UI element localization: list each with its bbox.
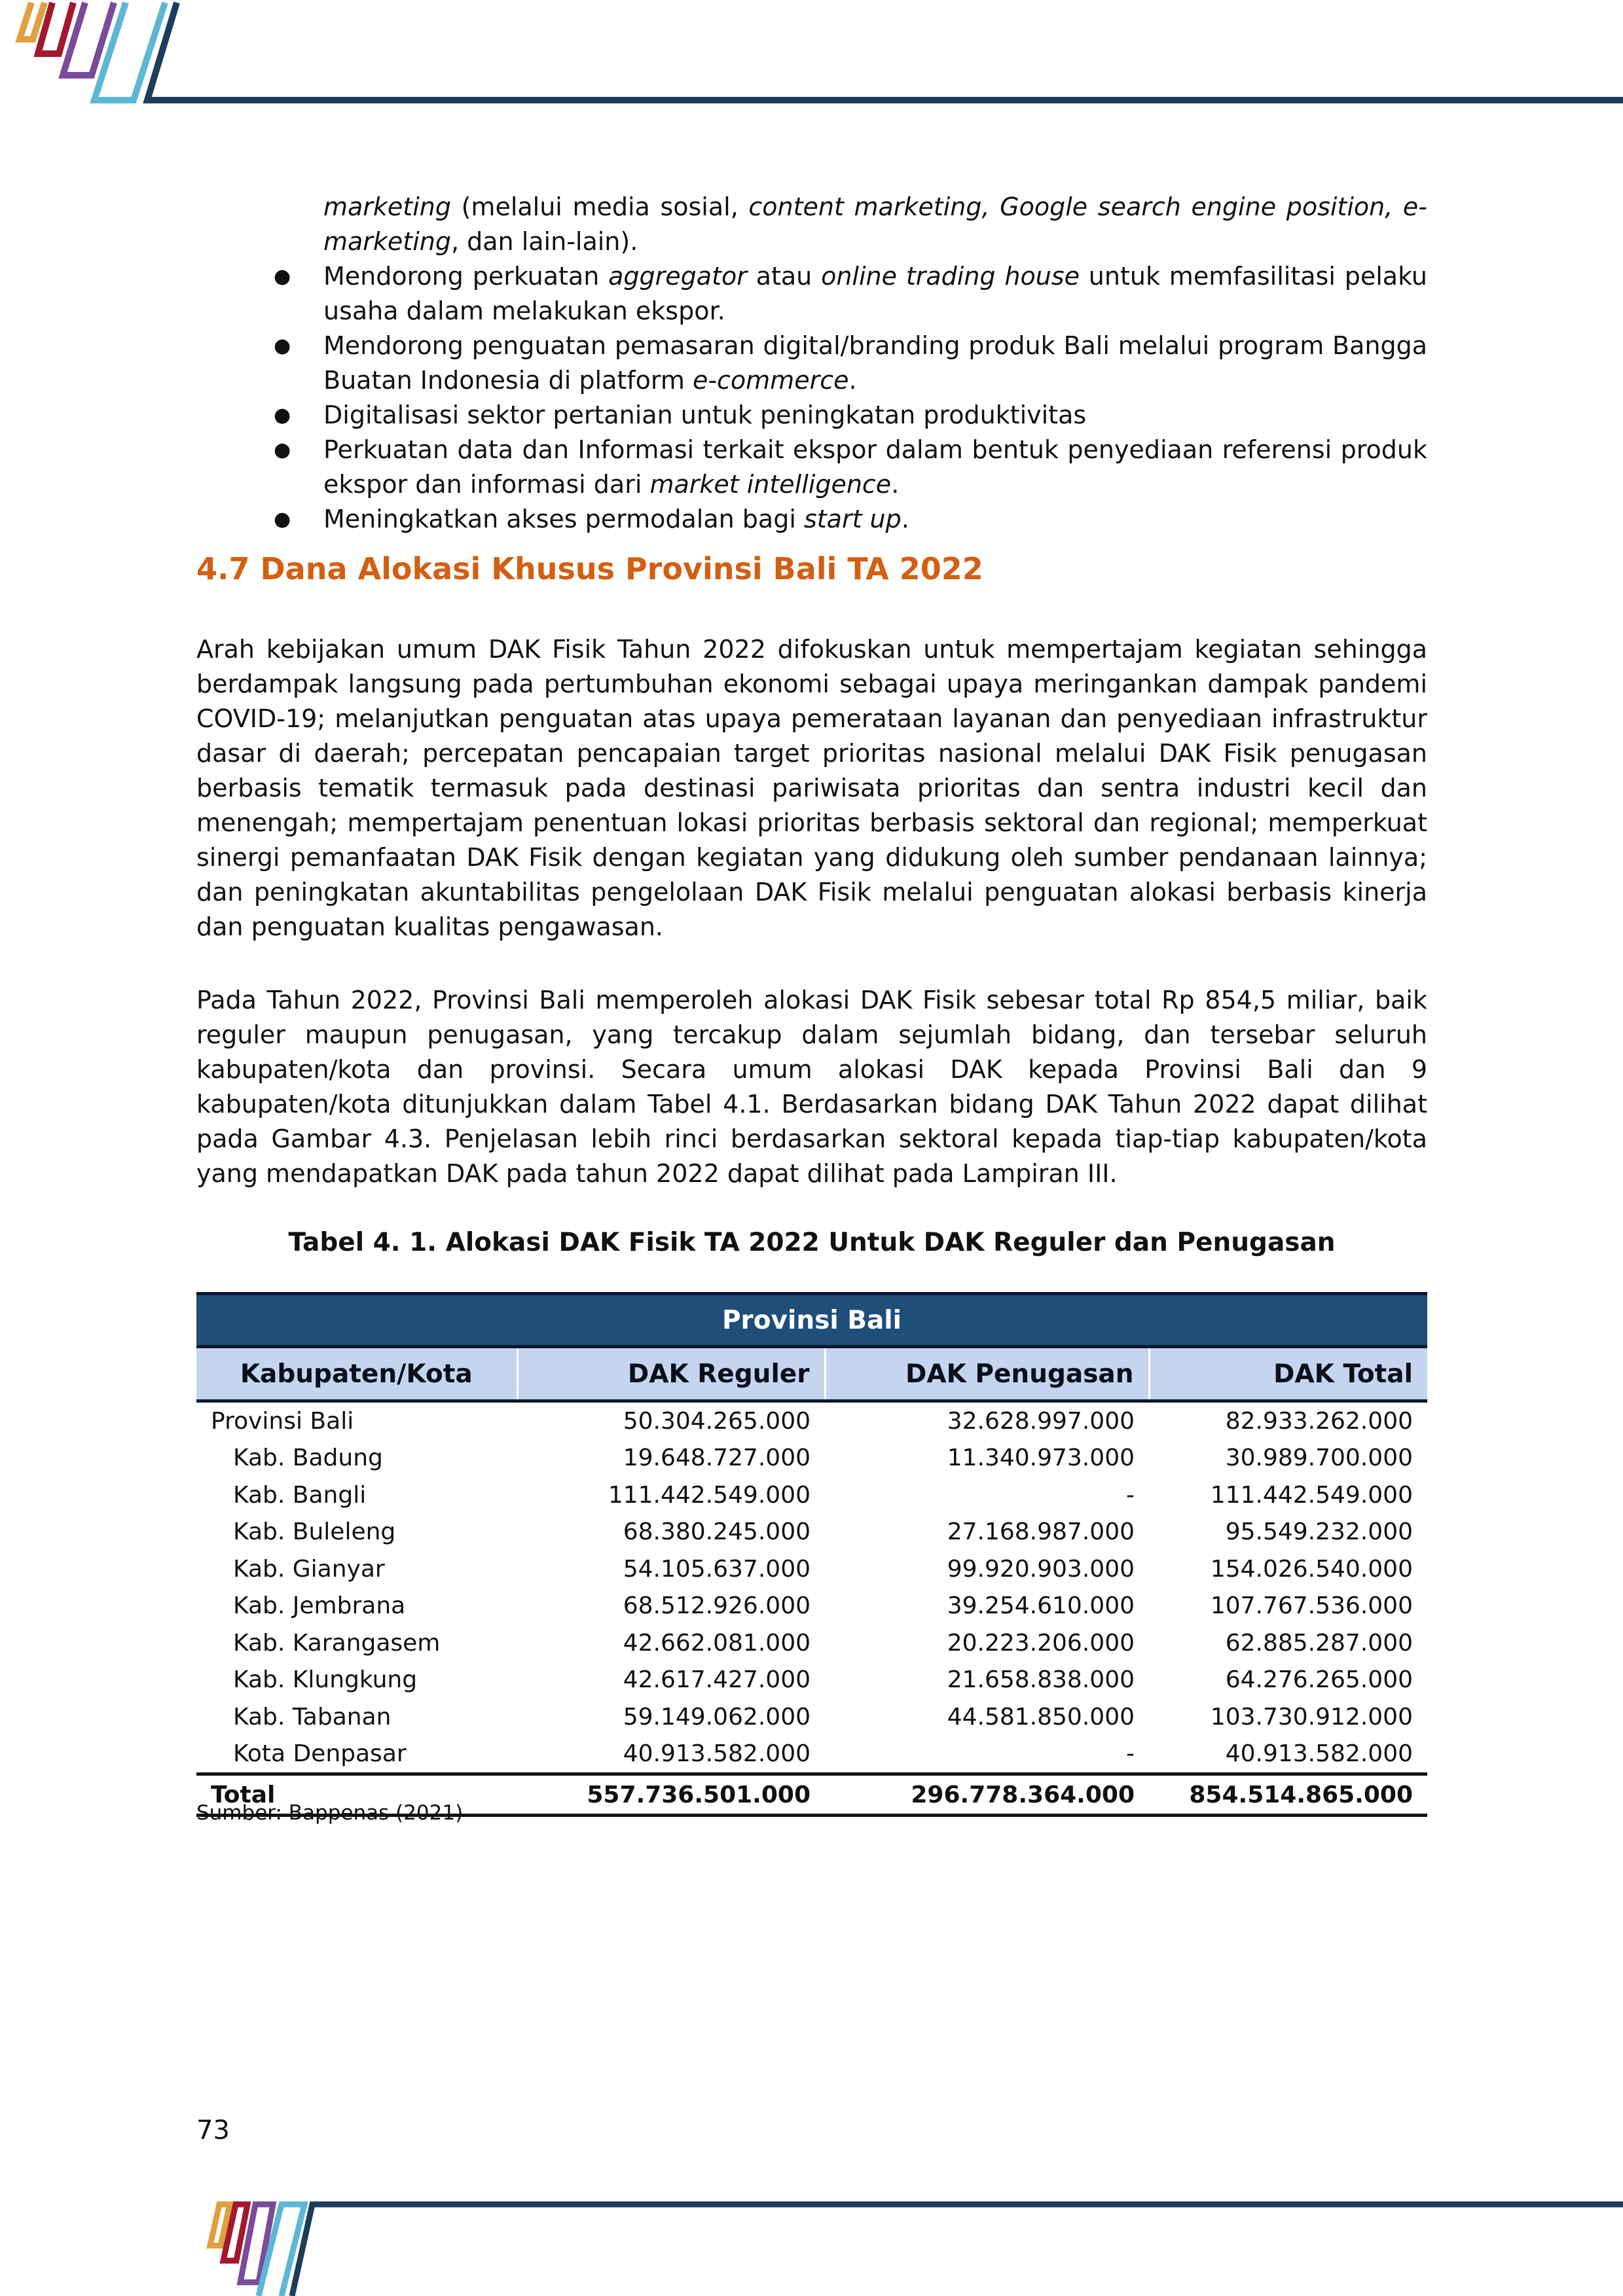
bullet-dot-icon: ●	[274, 508, 291, 531]
bullet-item	[196, 433, 1427, 502]
region-name: Kab. Jembrana	[233, 1592, 406, 1620]
total-reguler: 557.736.501.000	[517, 1774, 825, 1816]
italic-term: aggregator	[608, 262, 747, 291]
dak-reguler-value: 111.442.549.000	[608, 1481, 811, 1509]
region-name: Kab. Gianyar	[233, 1555, 385, 1583]
column-header-reguler: DAK Reguler	[517, 1347, 825, 1401]
footer-stripe-navy	[292, 2204, 1623, 2296]
text-run: Digitalisasi sektor pertanian untuk peningkatan produktivitas	[323, 401, 1087, 429]
dak-penugasan-value: 20.223.206.000	[947, 1629, 1135, 1657]
italic-term: start up	[803, 505, 902, 533]
bullet-dot-icon: ●	[274, 334, 291, 357]
region-name: Kab. Bangli	[233, 1481, 367, 1509]
bullet-continuation	[196, 190, 1427, 259]
text-run: Meningkatkan akses permodalan bagi	[323, 505, 804, 533]
region-name: Kab. Badung	[233, 1444, 383, 1472]
text-run: Mendorong penguatan pemasaran digital/branding produk Bali melalui program Bangga Buatan Indonesia di platform	[323, 331, 1427, 395]
dak-penugasan-value: 32.628.997.000	[947, 1407, 1135, 1435]
dak-reguler-value: 19.648.727.000	[623, 1444, 811, 1472]
dak-penugasan-value: 27.168.987.000	[947, 1518, 1135, 1546]
bullet-item	[196, 329, 1427, 398]
column-header-penugasan: DAK Penugasan	[825, 1347, 1149, 1401]
region-name: Provinsi Bali	[211, 1407, 354, 1435]
italic-term: e-commerce	[692, 366, 849, 395]
dak-reguler-value: 42.662.081.000	[623, 1629, 811, 1657]
dak-total-value: 82.933.262.000	[1225, 1407, 1413, 1435]
dak-total-value: 95.549.232.000	[1225, 1518, 1413, 1546]
dak-reguler-value: 68.380.245.000	[623, 1518, 811, 1546]
table-row	[196, 1698, 1427, 1736]
dak-total-value: 64.276.265.000	[1225, 1666, 1413, 1694]
stripe-navy	[147, 3, 1623, 100]
bullet-dot-icon: ●	[274, 265, 291, 288]
table-row	[196, 1588, 1427, 1625]
dak-penugasan-value: 99.920.903.000	[947, 1555, 1135, 1583]
table-row	[196, 1477, 1427, 1514]
table-band-label: Provinsi Bali	[196, 1294, 1427, 1347]
bullet-list	[196, 190, 1427, 537]
page-number: 73	[196, 2115, 230, 2145]
table-header-row	[196, 1347, 1427, 1401]
table-band-row	[196, 1294, 1427, 1347]
dak-total-value: 40.913.582.000	[1225, 1740, 1413, 1768]
table-caption: Tabel 4. 1. Alokasi DAK Fisik TA 2022 Untuk DAK Reguler dan Penugasan	[288, 1228, 1336, 1257]
text-run: Perkuatan data dan Informasi terkait ekspor dalam bentuk penyediaan referensi produk ekspor dan informasi dari	[323, 435, 1427, 499]
text-run: untuk memfasilitasi pelaku usaha dalam melakukan ekspor.	[323, 262, 1427, 325]
text-run: .	[901, 505, 909, 533]
dak-reguler-value: 68.512.926.000	[623, 1592, 811, 1620]
region-name: Kota Denpasar	[233, 1740, 407, 1768]
region-name: Kab. Karangasem	[233, 1629, 441, 1657]
text-run: atau	[746, 262, 822, 291]
section-title: 4.7 Dana Alokasi Khusus Provinsi Bali TA 2022	[196, 551, 983, 586]
paragraph-allocation: Pada Tahun 2022, Provinsi Bali memperoleh alokasi DAK Fisik sebesar total Rp 854,5 miliar, baik reguler maupun penugasan, yang tercakup dalam sejumlah bidang, dan tersebar seluruh kabupaten/kota dan provinsi. Secara umum alokasi DAK kepada Provinsi Bali dan 9 kabupaten/kota ditunjukkan dalam Tabel 4.1. Berdasarkan bidang DAK Tahun 2022 dapat dilihat pada Gambar 4.3. Penjelasan lebih rinci berdasarkan sektoral kepada tiap-tiap kabupaten/kota yang mendapatkan DAK pada tahun 2022 dapat dilihat pada Lampiran III.	[196, 986, 1427, 1188]
table-row	[196, 1440, 1427, 1477]
table-source: Sumber: Bappenas (2021)	[196, 1801, 464, 1825]
dak-penugasan-value: 39.254.610.000	[947, 1592, 1135, 1620]
dak-total-value: 103.730.912.000	[1210, 1703, 1413, 1731]
text-run: .	[891, 470, 900, 499]
text-run: , dan lain-lain).	[450, 227, 638, 256]
dak-penugasan-value: 11.340.973.000	[947, 1444, 1135, 1472]
header-stripes-decoration	[0, 0, 1623, 111]
bullet-item	[196, 502, 1427, 537]
table-row	[196, 1551, 1427, 1588]
text-run: (melalui media sosial,	[450, 192, 749, 221]
text-run: .	[848, 366, 857, 395]
dak-total-value: 62.885.287.000	[1225, 1629, 1413, 1657]
bullet-dot-icon: ●	[274, 439, 291, 461]
bullet-dot-icon: ●	[274, 404, 291, 427]
bullet-item	[196, 398, 1427, 433]
footer-stripes-decoration	[0, 2186, 1623, 2296]
region-name: Kab. Buleleng	[233, 1518, 396, 1546]
dak-total-value: 107.767.536.000	[1210, 1592, 1413, 1620]
total-penugasan: 296.778.364.000	[825, 1774, 1149, 1816]
total-total: 854.514.865.000	[1149, 1774, 1427, 1816]
italic-term: content marketing, Google search engine position, e-marketing	[323, 192, 1427, 256]
table-row	[196, 1401, 1427, 1440]
dak-reguler-value: 54.105.637.000	[623, 1555, 811, 1583]
dak-penugasan-value: 21.658.838.000	[947, 1666, 1135, 1694]
total-label: Total	[196, 1774, 517, 1816]
italic-term: online trading house	[821, 262, 1080, 291]
dak-penugasan-value: 44.581.850.000	[947, 1703, 1135, 1731]
dak-total-value: 111.442.549.000	[1210, 1481, 1413, 1509]
dak-allocation-table	[196, 1292, 1427, 1817]
dak-total-value: 154.026.540.000	[1210, 1555, 1413, 1583]
dak-reguler-value: 40.913.582.000	[623, 1740, 811, 1768]
dak-reguler-value: 42.617.427.000	[623, 1666, 811, 1694]
table-row	[196, 1624, 1427, 1662]
region-name: Kab. Klungkung	[233, 1666, 418, 1694]
paragraph-policy: Arah kebijakan umum DAK Fisik Tahun 2022 difokuskan untuk mempertajam kegiatan sehingga berdampak langsung pada pertumbuhan ekonomi sebagai upaya meringankan dampak pandemi COVID-19; melanjutkan penguatan atas upaya pemerataan layanan dan penyediaan infrastruktur dasar di daerah; percepatan pencapaian target prioritas nasional melalui DAK Fisik penugasan berbasis tematik termasuk pada destinasi pariwisata prioritas dan sentra industri kecil dan menengah; mempertajam penentuan lokasi prioritas berbasis sektoral dan regional; memperkuat sinergi pemanfaatan DAK Fisik dengan kegiatan yang didukung oleh sumber pendanaan lainnya; dan peningkatan akuntabilitas pengelolaan DAK Fisik melalui penguatan alokasi berbasis kinerja dan penguatan kualitas pengawasan.	[196, 635, 1427, 941]
column-header-total: DAK Total	[1149, 1347, 1427, 1401]
table-row	[196, 1736, 1427, 1774]
italic-term: marketing	[323, 192, 451, 221]
dak-reguler-value: 59.149.062.000	[623, 1703, 811, 1731]
text-run: Mendorong perkuatan	[323, 262, 609, 291]
dak-total-value: 30.989.700.000	[1225, 1444, 1413, 1472]
dak-reguler-value: 50.304.265.000	[623, 1407, 811, 1435]
italic-term: market intelligence	[649, 470, 892, 499]
dak-penugasan-value: -	[1126, 1740, 1135, 1768]
table-row	[196, 1514, 1427, 1551]
table-row	[196, 1662, 1427, 1699]
dak-penugasan-value: -	[1126, 1481, 1135, 1509]
region-name: Kab. Tabanan	[233, 1703, 392, 1731]
column-header-region: Kabupaten/Kota	[196, 1347, 517, 1401]
bullet-item	[196, 259, 1427, 329]
